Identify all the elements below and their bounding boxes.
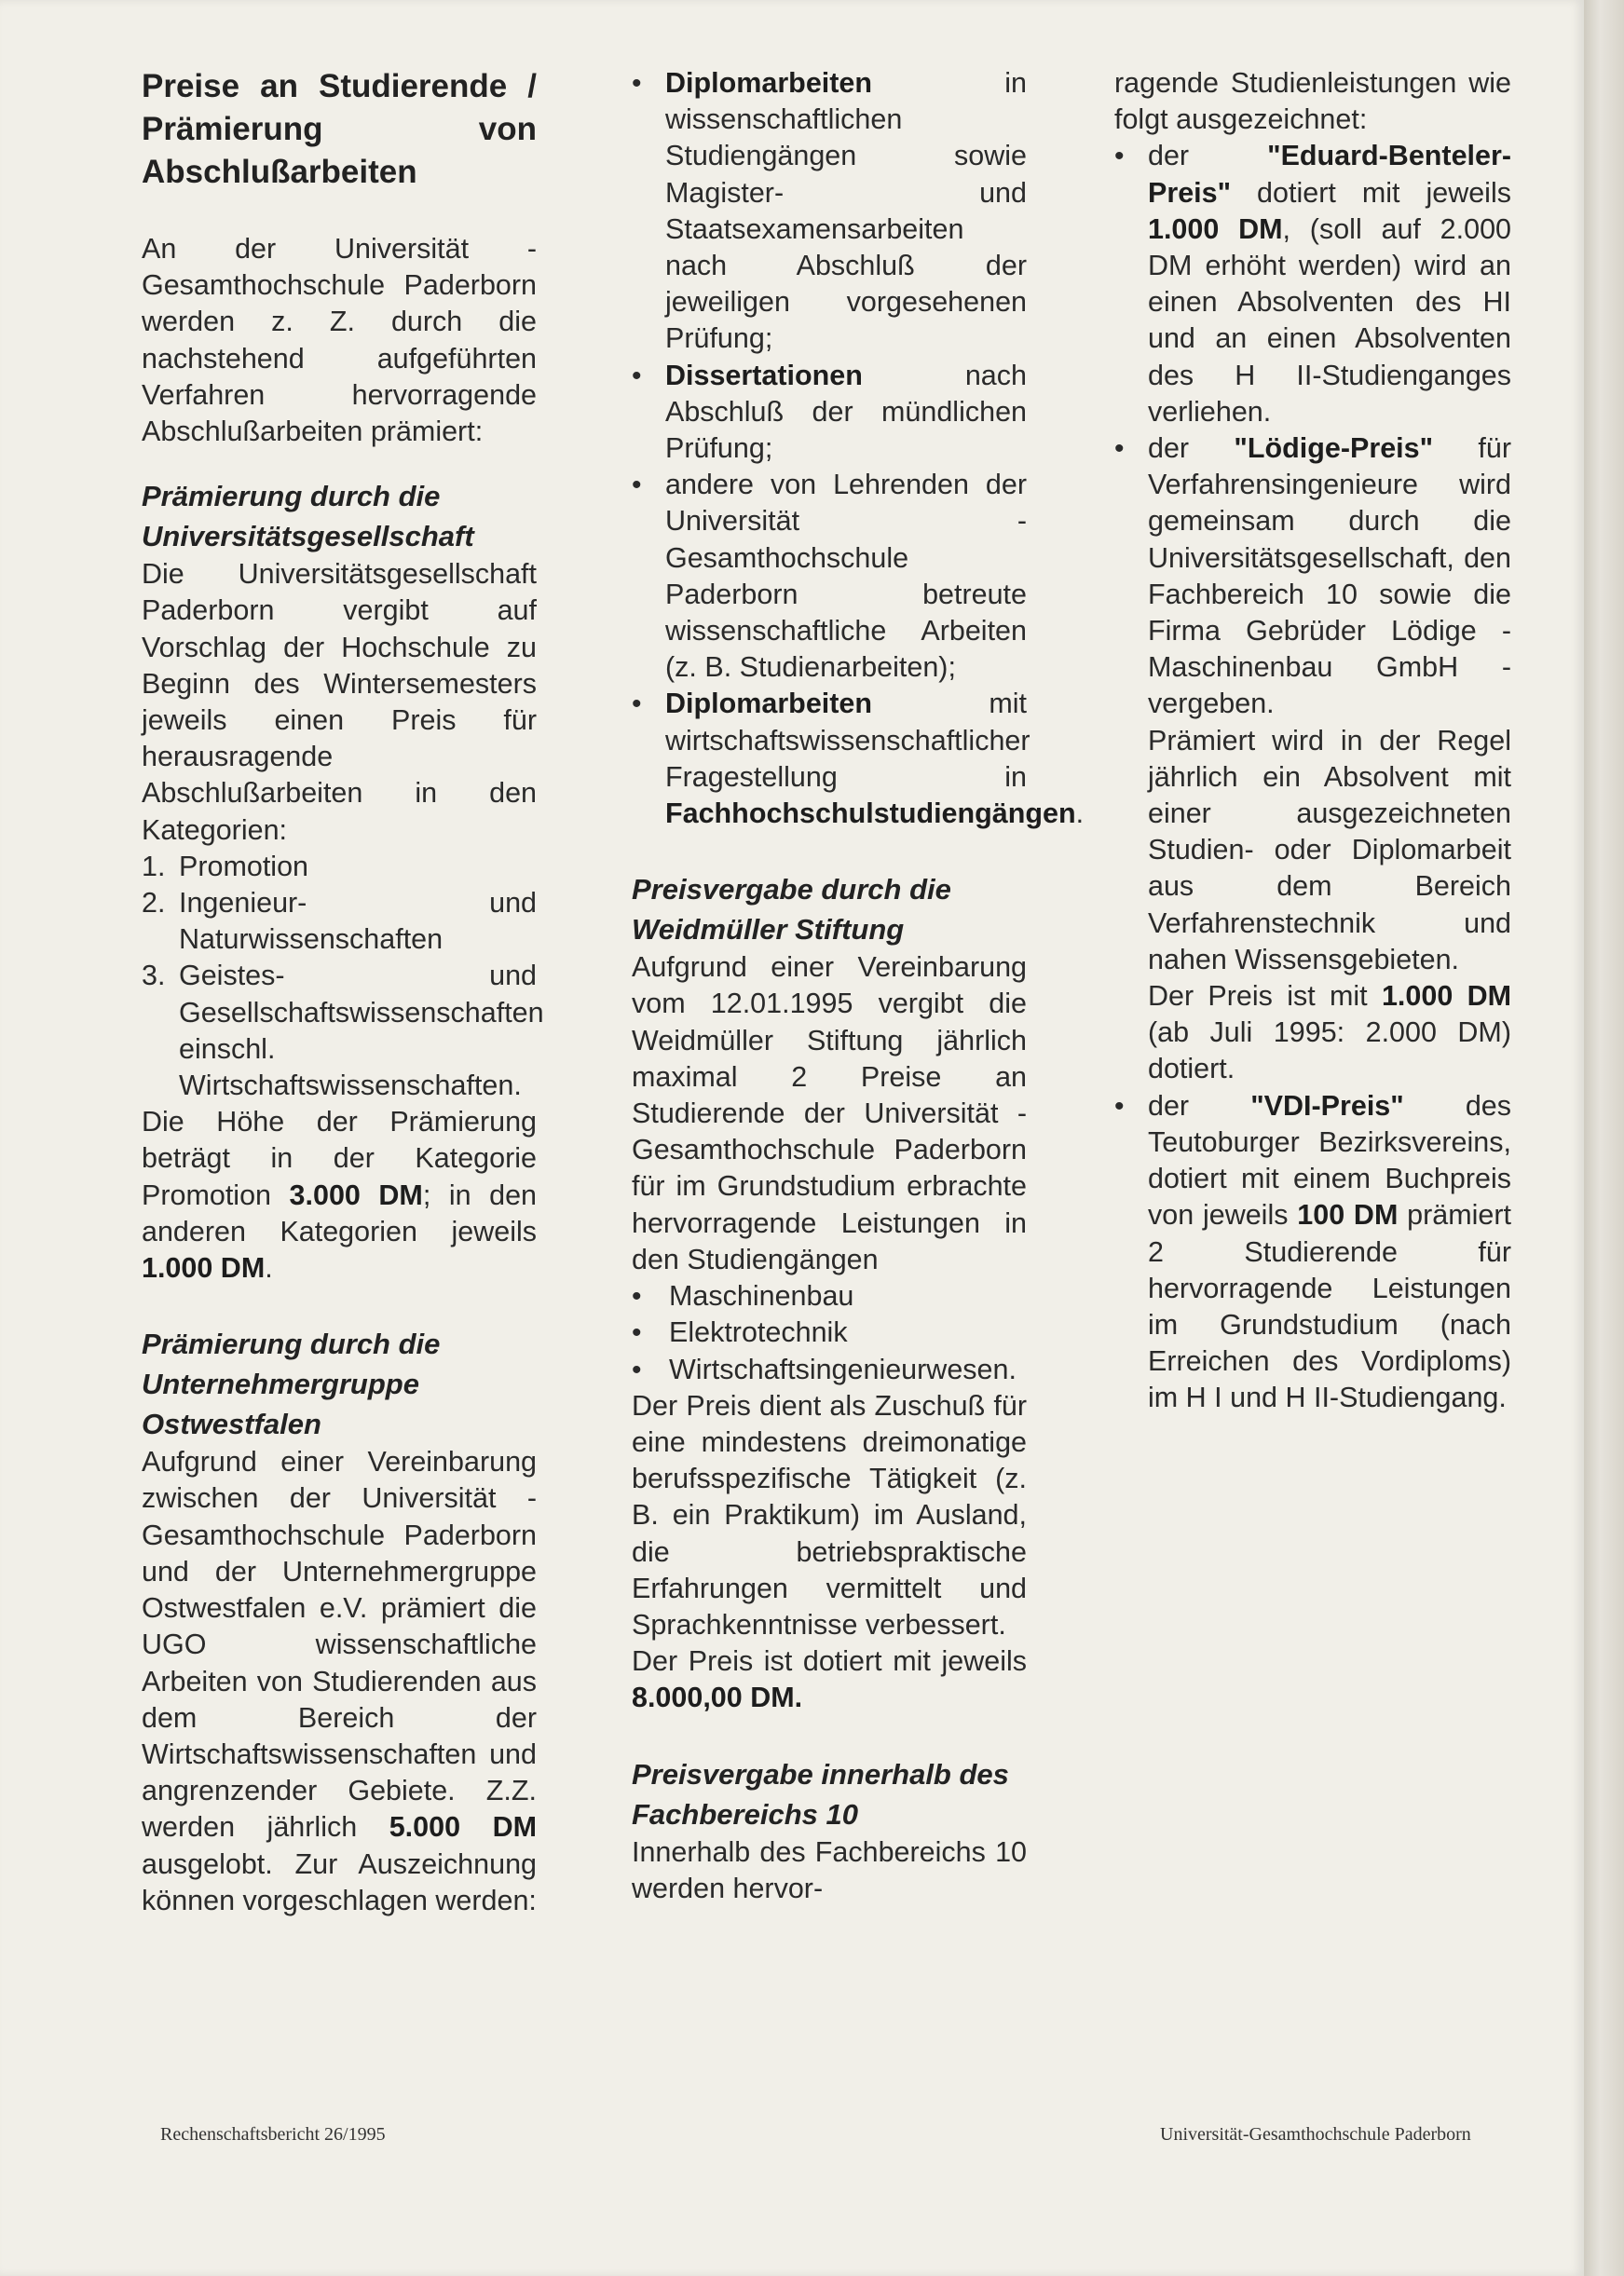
loedige-amount: Der Preis ist mit 1.000 DM (ab Juli 1995: 2.000 DM) dotiert. [1148, 980, 1511, 1085]
award-amount-paragraph: Die Höhe der Prämierung beträgt in der Kategorie Promotion 3.000 DM; in den anderen Kategorien jeweils 1.000 DM. [142, 1106, 538, 1285]
list-item: 1. Promotion [142, 850, 309, 882]
section-heading-fachbereich-10: Preisvergabe innerhalb des Fachbereichs 10 [632, 1757, 1009, 1831]
list-item: • andere von Lehrenden der Universität - Gesamthochschule Paderborn betreute wissenschaftliche Arbeiten (z. B. Studienarbeiten); [632, 467, 1027, 686]
section-text-weidmueller-prize: Der Preis ist dotiert mit jeweils 8.000,00 DM. [632, 1645, 1027, 1714]
section-heading-universitaetsgesellschaft: Prämierung durch die Universitätsgesellschaft [142, 480, 474, 553]
list-item: • der "Lödige-Preis" für Verfahrensingenieure wird gemeinsam durch die Universitätsgesellschaft, den Fachbereich 10 sowie die Firma Gebrüder Lödige - Maschinenbau GmbH - vergeben. Prämiert wird in der Regel jährlich ein Absolvent mit einer ausgezeichneten Studien- oder Diplomarbeit aus dem Bereich Verfahrenstechnik und nahen Wissensgebieten. Der Preis ist mit 1.000 DM (ab Juli 1995: 2.000 DM) dotiert. [1114, 430, 1511, 1088]
list-item: • Elektrotechnik [632, 1315, 1027, 1351]
footer-report-title: Rechenschaftsbericht 26/1995 [160, 2124, 386, 2145]
section-text-universitaetsgesellschaft: Die Universitätsgesellschaft Paderborn vergibt auf Vorschlag der Hochschule zu Beginn des Wintersemesters jeweils einen Preis für herausragende Abschlußarbeiten in den Kategorien: [142, 558, 537, 846]
column-2 [632, 65, 1085, 1907]
section-heading-weidmueller: Preisvergabe durch die Weidmüller Stiftung [632, 873, 951, 947]
list-item: • Wirtschaftsingenieurwesen. [632, 1352, 1027, 1388]
section-text-ugo: Aufgrund einer Vereinbarung zwischen der Universität - Gesamthochschule Paderborn und der Unternehmergruppe Ostwestfalen e.V. prämiert die UGO wissenschaftliche Arbeiten von Studierenden aus dem Bereich der Wirtschaftswissenschaften und angrenzender Gebiete. Z.Z. werden jährlich 5.000 DM ausgelobt. Zur Auszeichnung können vorgeschlagen werden: [142, 1446, 538, 1916]
faculty-prizes-list [1114, 138, 1511, 1416]
section-text-weidmueller: Aufgrund einer Vereinbarung vom 12.01.1995 vergibt die Weidmüller Stiftung jährlich maximal 2 Preise an Studierende der Universität - Gesamthochschule Paderborn für im Grundstudium erbrachte hervorragende Leistungen in den Studiengängen [632, 951, 1027, 1275]
list-item: • der "Eduard-Benteler-Preis" dotiert mit jeweils 1.000 DM, (soll auf 2.000 DM erhöht werden) wird an einen Absolventen des HI und an einen Absolventen des H II-Studienganges verliehen. [1114, 138, 1511, 430]
list-item: • der "VDI-Preis" des Teutoburger Bezirksvereins, dotiert mit einem Buchpreis von jeweils 100 DM prämiert 2 Studierende für hervorragende Leistungen im Grundstudium (nach Erreichen des Vordiploms) im H I und H II-Studiengang. [1114, 1088, 1511, 1417]
list-item: • Maschinenbau [632, 1278, 1027, 1315]
main-heading: Preise an Studierende / Prämierung von Abschlußarbeiten [142, 68, 537, 190]
section-text-weidmueller-purpose: Der Preis dient als Zuschuß für eine mindestens dreimonatige berufsspezifische Tätigkeit (z. B. ein Praktikum) im Ausland, die betriebspraktische Erfahrungen vermittelt und Sprachkenntnisse verbessert. [632, 1389, 1027, 1641]
list-item: • Diplomarbeiten mit wirtschaftswissenschaftlicher Fragestellung in Fachhochschulstudiengängen. [632, 686, 1027, 832]
loedige-detail: Prämiert wird in der Regel jährlich ein Absolvent mit einer ausgezeichneten Studien- oder Diplomarbeit aus dem Bereich Verfahrenstechnik und nahen Wissensgebieten. [1148, 724, 1511, 975]
list-item: • Diplomarbeiten in wissenschaftlichen Studiengängen sowie Magister- und Staatsexamensarbeiten nach Abschluß der jeweiligen vorgesehenen Prüfung; [632, 65, 1027, 358]
section-heading-ugo: Prämierung durch die Unternehmergruppe Ostwestfalen [142, 1328, 441, 1441]
program-list [632, 1278, 1027, 1388]
list-item: 3. Geistes- und Gesellschaftswissenschaften einschl. Wirtschaftswissenschaften. [142, 960, 544, 1102]
footer-university-name: Universität-Gesamthochschule Paderborn [1160, 2124, 1471, 2145]
category-list [142, 849, 544, 1104]
page-edge [1584, 0, 1624, 2276]
intro-paragraph: An der Universität - Gesamthochschule Paderborn werden z. Z. durch die nachstehend aufgeführten Verfahren hervorragende Abschlußarbeiten prämiert: [142, 233, 537, 448]
eligible-works-list [632, 65, 1085, 832]
list-item: • Dissertationen nach Abschluß der mündlichen Prüfung; [632, 358, 1027, 468]
continued-text: ragende Studienleistungen wie folgt ausgezeichnet: [1114, 67, 1511, 136]
column-1 [142, 65, 544, 1919]
section-text-fachbereich-10: Innerhalb des Fachbereichs 10 werden hervor- [632, 1835, 1027, 1904]
list-item: 2. Ingenieur- und Naturwissenschaften [142, 887, 537, 956]
column-3 [1114, 65, 1511, 1417]
